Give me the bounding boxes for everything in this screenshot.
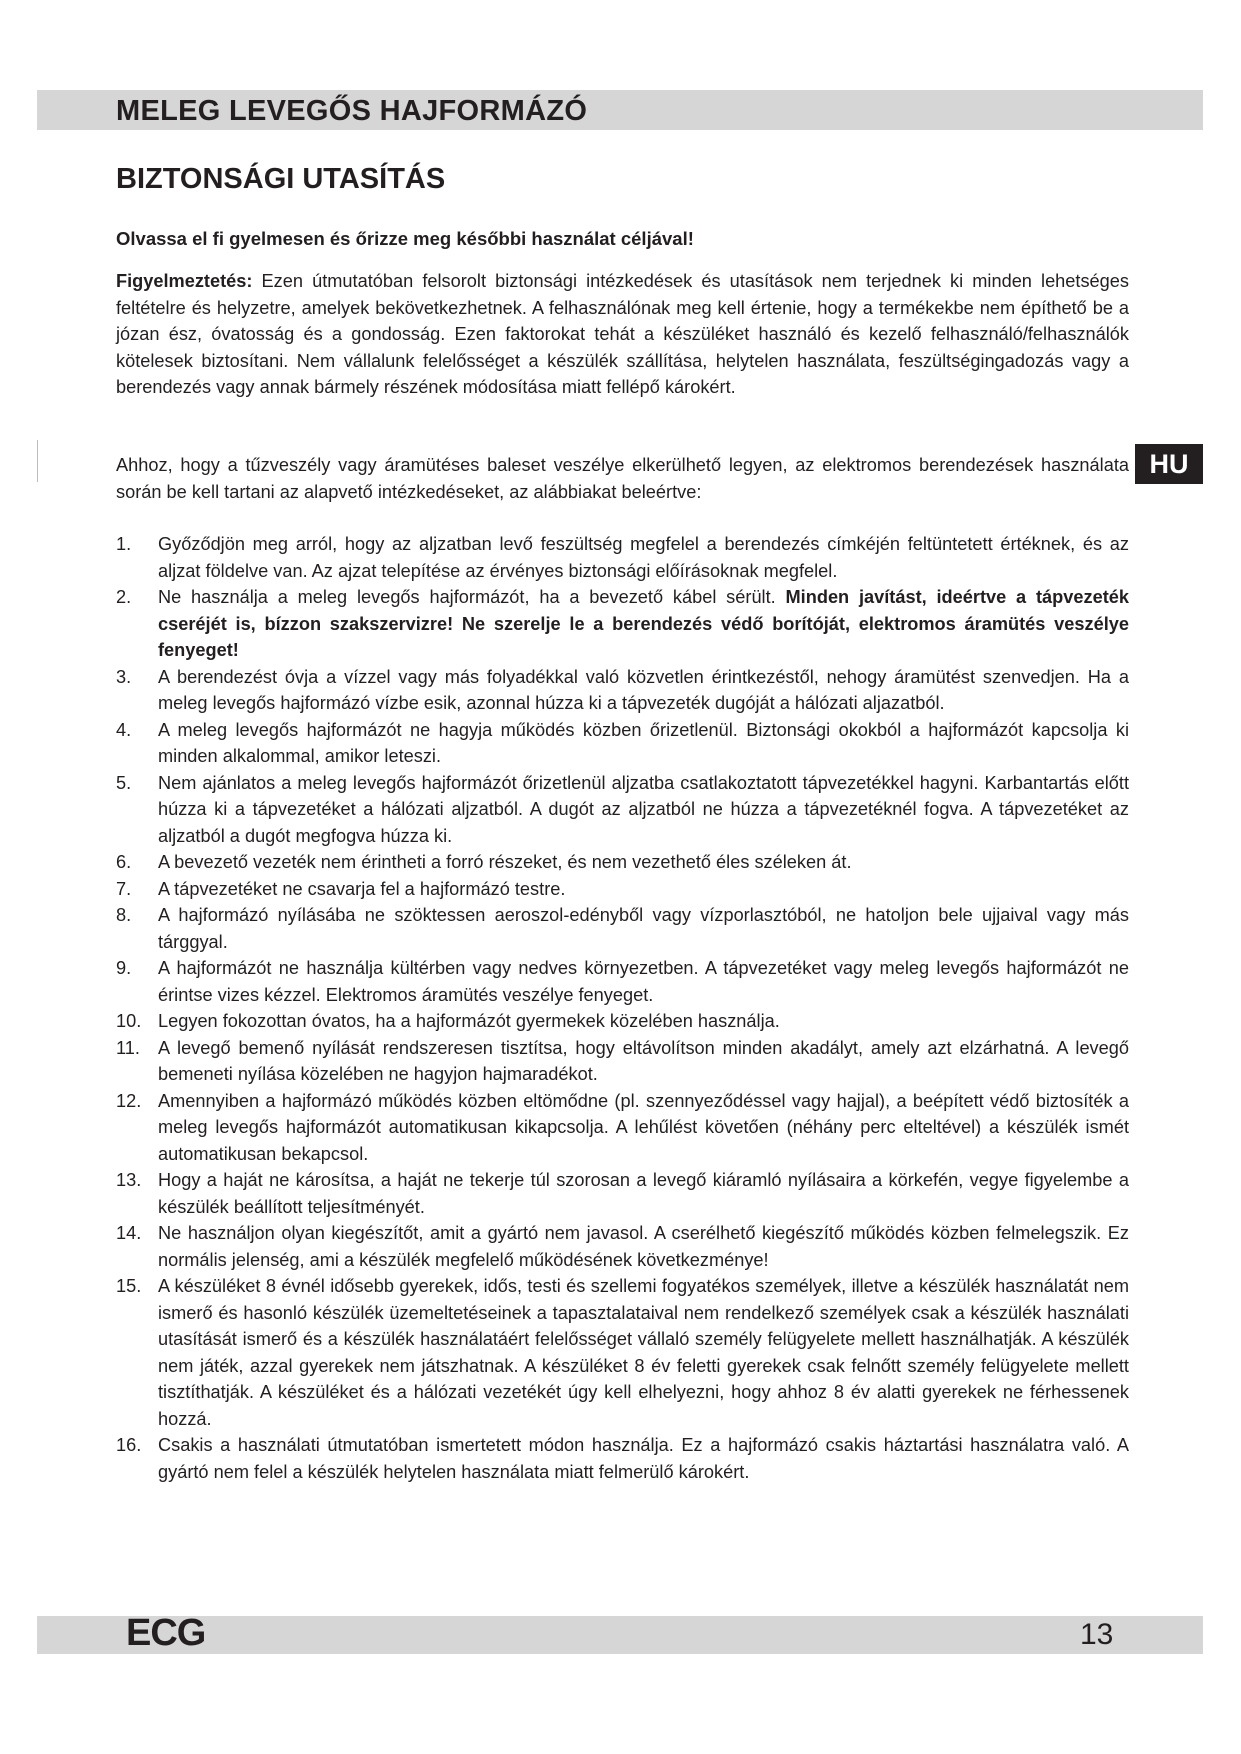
list-item-number: 8. bbox=[116, 905, 132, 925]
list-item-text: Hogy a haját ne károsítsa, a haját ne tekerje túl szorosan a levegő kiáramló nyílásaira a körkefén, vegye figyelembe a készülék beállított teljesítményét. bbox=[158, 1170, 1129, 1217]
list-item-number: 15. bbox=[116, 1276, 142, 1296]
list-item-text: A hajformázó nyílásába ne szöktessen aeroszol-edényből vagy vízporlasztóból, ne hatoljon bele ujjaival vagy más tárggyal. bbox=[158, 905, 1129, 952]
list-item bbox=[116, 584, 1129, 664]
section-title: BIZTONSÁGI UTASÍTÁS bbox=[116, 163, 446, 195]
intro-paragraph: Ahhoz, hogy a tűzveszély vagy áramütéses baleset veszélye elkerülhető legyen, az elektromos berendezések használata során be kell tartani az alapvető intézkedéseket, az alábbiakat beleértve: bbox=[116, 455, 1129, 502]
list-item-emphasis: Minden javítást, ideértve a tápvezeték cseréjét is, bízzon szakszervizre! Ne szerelje le a berendezés védő borítóját, elektromos áramütés veszélye fenyeget! bbox=[158, 587, 1129, 660]
list-item bbox=[116, 1273, 1129, 1432]
list-item-text: Csakis a használati útmutatóban ismertetett módon használja. Ez a hajformázó csakis háztartási használatra való. A gyártó nem felel a készülék helytelen használata miatt felmerülő károkért. bbox=[158, 1435, 1129, 1482]
warning-label: Figyelmeztetés: bbox=[116, 271, 253, 291]
list-item bbox=[116, 876, 1129, 903]
document-title: MELEG LEVEGŐS HAJFORMÁZÓ bbox=[116, 95, 588, 127]
ecg-logo: ECG bbox=[126, 1612, 206, 1654]
language-badge: HU bbox=[1135, 444, 1203, 484]
list-item bbox=[116, 1035, 1129, 1088]
list-item-number: 10. bbox=[116, 1011, 142, 1031]
list-item-number: 11. bbox=[116, 1037, 140, 1058]
list-item-number: 7. bbox=[116, 878, 132, 899]
page-number: 13 bbox=[1080, 1618, 1114, 1651]
list-item-number: 9. bbox=[116, 958, 132, 978]
list-item-text: A hajformázót ne használja kültérben vagy nedves környezetben. A tápvezetéket vagy meleg levegős hajformázót ne érintse vizes kézzel. Elektromos áramütés veszélye fenyeget. bbox=[158, 958, 1129, 1005]
list-item-number: 4. bbox=[116, 719, 132, 740]
list-item-number: 16. bbox=[116, 1435, 142, 1455]
margin-mark bbox=[37, 440, 38, 482]
list-item-number: 14. bbox=[116, 1223, 142, 1243]
list-item-text: A meleg levegős hajformázót ne hagyja működés közben őrizetlenül. Biztonsági okokból a hajformázót kapcsolja ki minden alkalommal, amikor leteszi. bbox=[158, 719, 1129, 766]
list-item bbox=[116, 531, 1129, 584]
list-item-number: 6. bbox=[116, 852, 132, 872]
warning-text: Ezen útmutatóban felsorolt biztonsági intézkedések és utasítások nem terjednek ki minden lehetséges feltételre és helyzetre, amelyek bekövetkezhetnek. A felhasználónak meg kell értenie, hogy a termékekbe nem építhető be a józan ész, óvatosság és a gondosság. Ezen faktorokat tehát a készüléket használó és kezelő felhasználó/felhasználók kötelesek biztosítani. Nem vállalunk felelősséget a készülék szállítása, helytelen használata, feszültségingadozás vagy a berendezés vagy annak bármely részének módosítása miatt fellépő károkért. bbox=[116, 271, 1129, 397]
safety-instructions-list bbox=[116, 531, 1129, 1485]
list-item-text: A készüléket 8 évnél idősebb gyerekek, idős, testi és szellemi fogyatékos személyek, illetve a készülék használatát nem ismerő és hasonló készülék üzemeltetéseinek a tapasztalataival nem rendelkező személyek csak a készülék használati utasítását ismerő és a készülék használatáért felelősséget vállaló személy felügyelete mellett használhatják. A készülék nem játék, azzal gyerekek nem játszhatnak. A készüléket 8 év feletti gyerekek csak felnőtt személy felügyelete mellett tisztíthatják. A készüléket és a hálózati vezetékét úgy kell elhelyezni, hogy ahhoz 8 év alatti gyerekek ne férhessenek hozzá. bbox=[158, 1276, 1129, 1429]
list-item-text: A bevezető vezeték nem érintheti a forró részeket, és nem vezethető éles széleken át. bbox=[158, 852, 852, 872]
list-item bbox=[116, 1167, 1129, 1220]
list-item bbox=[116, 1432, 1129, 1485]
list-item-number: 1. bbox=[116, 534, 132, 554]
list-item-number: 12. bbox=[116, 1090, 142, 1111]
list-item bbox=[116, 770, 1129, 850]
list-item-text: Győződjön meg arról, hogy az aljzatban levő feszültség megfelel a berendezés címkéjén feltüntetett értéknek, és az aljzat földelve van. Az ajzat telepítése az érvényes biztonsági előírásoknak megfelel. bbox=[158, 534, 1129, 581]
list-item bbox=[116, 664, 1129, 717]
list-item-text: Nem ajánlatos a meleg levegős hajformázót őrizetlenül aljzatba csatlakoztatott tápvezetékkel hagyni. Karbantartás előtt húzza ki a tápvezetéket a hálózati aljzatból. A dugót az aljzatból ne húzza a tápvezetéknél fogva. A tápvezetéket az aljzatból a dugót megfogva húzza ki. bbox=[158, 772, 1129, 846]
list-item-number: 3. bbox=[116, 666, 132, 687]
list-item-number: 5. bbox=[116, 772, 132, 793]
list-item bbox=[116, 849, 1129, 876]
list-item bbox=[116, 1088, 1129, 1168]
list-item-text: Legyen fokozottan óvatos, ha a hajformázót gyermekek közelében használja. bbox=[158, 1011, 780, 1031]
list-item-text: A levegő bemenő nyílását rendszeresen tisztítsa, hogy eltávolítson minden akadályt, amely azt elzárhatná. A levegő bemeneti nyílása közelében ne hagyjon hajmaradékot. bbox=[158, 1037, 1129, 1084]
lead-instruction: Olvassa el fi gyelmesen és őrizze meg későbbi használat céljával! bbox=[116, 228, 694, 249]
list-item bbox=[116, 1008, 1129, 1035]
list-item bbox=[116, 902, 1129, 955]
list-item-text: A tápvezetéket ne csavarja fel a hajformázó testre. bbox=[158, 878, 566, 899]
list-item-number: 13. bbox=[116, 1170, 142, 1190]
list-item-text: Amennyiben a hajformázó működés közben eltömődne (pl. szennyeződéssel vagy hajjal), a beépített védő biztosíték a meleg levegős hajformázót automatikusan kikapcsolja. A lehűlést követően (néhány perc elteltével) a készülék ismét automatikusan bekapcsol. bbox=[158, 1090, 1129, 1164]
list-item-text: A berendezést óvja a vízzel vagy más folyadékkal való közvetlen érintkezéstől, nehogy áramütést szenvedjen. Ha a meleg levegős hajformázó vízbe esik, azonnal húzza ki a tápvezeték dugóját a hálózati aljazatból. bbox=[158, 666, 1129, 713]
list-item-text: Ne használja a meleg levegős hajformázót, ha a bevezető kábel sérült. bbox=[158, 587, 786, 607]
list-item bbox=[116, 955, 1129, 1008]
list-item bbox=[116, 717, 1129, 770]
warning-paragraph bbox=[116, 268, 1129, 401]
footer-bar bbox=[37, 1616, 1203, 1654]
list-item-number: 2. bbox=[116, 587, 132, 607]
list-item-text: Ne használjon olyan kiegészítőt, amit a gyártó nem javasol. A cserélhető kiegészítő működés közben felmelegszik. Ez normális jelenség, ami a készülék megfelelő működésének következménye! bbox=[158, 1223, 1129, 1270]
list-item bbox=[116, 1220, 1129, 1273]
